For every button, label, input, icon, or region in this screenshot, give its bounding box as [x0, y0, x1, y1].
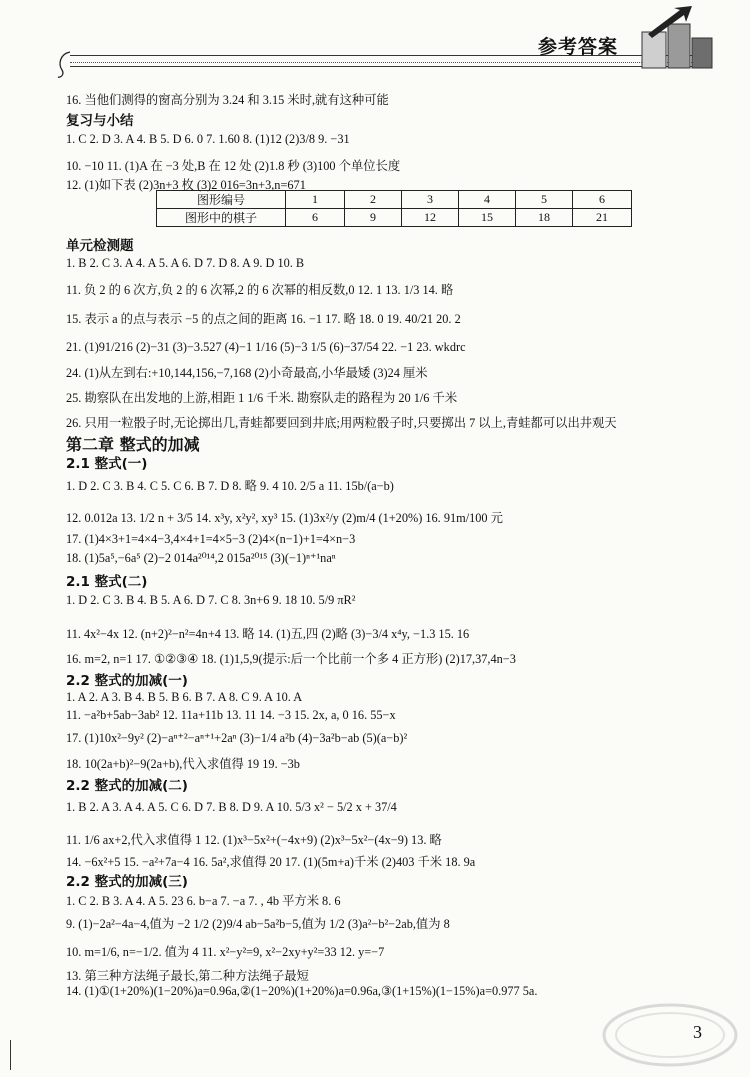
table-cell: 2 [345, 191, 402, 209]
table-cell: 4 [459, 191, 516, 209]
section-heading: 2.2 整式的加减(一) [66, 673, 188, 689]
table-row [157, 209, 632, 227]
answer-line: 11. 1/6 ax+2,代入求值得 1 12. (1)x³−5x²+(−4x+9) (2)x³−5x²−(4x−9) 13. 略 [66, 833, 442, 847]
answer-line: 25. 勘察队在出发地的上游,相距 1 1/6 千米. 勘察队走的路程为 20 1/6 千米 [66, 391, 458, 405]
answer-line: 24. (1)从左到右:+10,144,156,−7,168 (2)小奇最高,小华最矮 (3)24 厘米 [66, 366, 428, 380]
table-cell: 6 [286, 209, 345, 227]
books-arrow-logo-icon [640, 4, 720, 74]
margin-line [10, 1040, 11, 1070]
answer-line: 1. C 2. B 3. A 4. A 5. 23 6. b−a 7. −a 7. , 4b 平方米 8. 6 [66, 894, 341, 908]
answer-line: 10. m=1/6, n=−1/2. 值为 4 11. x²−y²=9, x²−2xy+y²=33 12. y=−7 [66, 945, 385, 959]
answer-line: 1. D 2. C 3. B 4. C 5. C 6. B 7. D 8. 略 9. 4 10. 2/5 a 11. 15b/(a−b) [66, 479, 394, 493]
table-cell: 12 [402, 209, 459, 227]
header-rule-dotted [70, 62, 710, 63]
table-cell: 图形编号 [157, 191, 286, 209]
table-cell: 6 [573, 191, 632, 209]
section-heading: 2.1 整式(一) [66, 456, 148, 472]
answer-line: 10. −10 11. (1)A 在 −3 处,B 在 12 处 (2)1.8 秒 (3)100 个单位长度 [66, 159, 401, 173]
answer-line: 1. A 2. A 3. B 4. B 5. B 6. B 7. A 8. C 9. A 10. A [66, 690, 303, 704]
page-header [0, 0, 750, 80]
answer-line: 16. m=2, n=1 17. ①②③④ 18. (1)1,5,9(提示:后一个比前一个多 4 正方形) (2)17,37,4n−3 [66, 652, 516, 666]
answer-line: 13. 第三种方法绳子最长,第二种方法绳子最短 [66, 969, 309, 983]
section-heading: 2.2 整式的加减(二) [66, 778, 188, 794]
section-heading: 2.1 整式(二) [66, 574, 148, 590]
section-heading: 复习与小结 [66, 113, 134, 129]
table-cell: 21 [573, 209, 632, 227]
chapter-heading: 第二章 整式的加减 [66, 435, 200, 454]
table-cell: 15 [459, 209, 516, 227]
section-heading: 单元检测题 [66, 238, 134, 254]
page-number: 3 [693, 1022, 702, 1042]
answer-line: 18. 10(2a+b)²−9(2a+b),代入求值得 19 19. −3b [66, 757, 300, 771]
answer-line: 14. (1)①(1+20%)(1−20%)a=0.96a,②(1−20%)(1+20%)a=0.96a,③(1+15%)(1−15%)a=0.977 5a. [66, 984, 538, 998]
table-cell: 9 [345, 209, 402, 227]
pieces-table [156, 190, 632, 227]
answer-line: 9. (1)−2a²−4a−4,值为 −2 1/2 (2)9/4 ab−5a²b−5,值为 1/2 (3)a²−b²−2ab,值为 8 [66, 917, 450, 931]
watermark-stamp-icon [600, 1000, 740, 1070]
answer-line: 1. B 2. C 3. A 4. A 5. A 6. D 7. D 8. A 9. D 10. B [66, 256, 305, 270]
answer-line: 14. −6x²+5 15. −a²+7a−4 16. 5a²,求值得 20 17. (1)(5m+a)千米 (2)403 千米 18. 9a [66, 855, 476, 869]
header-rule [70, 66, 710, 67]
answer-line: 15. 表示 a 的点与表示 −5 的点之间的距离 16. −1 17. 略 18. 0 19. 40/21 20. 2 [66, 312, 461, 326]
answer-line: 11. 负 2 的 6 次方,负 2 的 6 次幂,2 的 6 次幂的相反数,0 12. 1 13. 1/3 14. 略 [66, 283, 454, 297]
answer-line: 26. 只用一粒骰子时,无论掷出几,青蛙都要回到井底;用两粒骰子时,只要掷出 7 以上,青蛙都可以出井观天 [66, 416, 617, 430]
table-cell: 1 [286, 191, 345, 209]
answer-line: 17. (1)4×3+1=4×4−3,4×4+1=4×5−3 (2)4×(n−1)+1=4×n−3 [66, 532, 356, 546]
answer-line: 1. D 2. C 3. B 4. B 5. A 6. D 7. C 8. 3n+6 9. 18 10. 5/9 πR² [66, 593, 356, 607]
table-cell: 图形中的棋子 [157, 209, 286, 227]
answer-line: 11. 4x²−4x 12. (n+2)²−n²=4n+4 13. 略 14. (1)五,四 (2)略 (3)−3/4 x⁴y, −1.3 15. 16 [66, 627, 470, 641]
page-title: 参考答案 [538, 36, 619, 58]
answer-line: 18. (1)5a⁵,−6a⁵ (2)−2 014a²⁰¹⁴,2 015a²⁰¹⁵ (3)(−1)ⁿ⁺¹naⁿ [66, 551, 336, 565]
table-cell: 18 [516, 209, 573, 227]
answer-line: 16. 当他们测得的窗高分别为 3.24 和 3.15 米时,就有这种可能 [66, 93, 389, 107]
answer-line: 1. B 2. A 3. A 4. A 5. C 6. D 7. B 8. D 9. A 10. 5/3 x² − 5/2 x + 37/4 [66, 800, 397, 814]
answer-line: 11. −a²b+5ab−3ab² 12. 11a+11b 13. 11 14. −3 15. 2x, a, 0 16. 55−x [66, 708, 396, 722]
answer-line: 1. C 2. D 3. A 4. B 5. D 6. 0 7. 1.60 8. (1)12 (2)3/8 9. −31 [66, 132, 350, 146]
table-cell: 3 [402, 191, 459, 209]
answer-line: 12. (1)如下表 (2)3n+3 枚 (3)2 016=3n+3,n=671 [66, 178, 306, 192]
table-row [157, 191, 632, 209]
section-heading: 2.2 整式的加减(三) [66, 874, 188, 890]
answer-line: 12. 0.012a 13. 1/2 n + 3/5 14. x³y, x²y², xy³ 15. (1)3x²/y (2)m/4 (1+20%) 16. 91m/100 元 [66, 511, 503, 525]
answer-line: 21. (1)91/216 (2)−31 (3)−3.527 (4)−1 1/16 (5)−3 1/5 (6)−37/54 22. −1 23. wkdrc [66, 340, 466, 354]
table-cell: 5 [516, 191, 573, 209]
answer-line: 17. (1)10x²−9y² (2)−aⁿ⁺²−aⁿ⁺¹+2aⁿ (3)−1/4 a²b (4)−3a²b−ab (5)(a−b)² [66, 731, 408, 745]
